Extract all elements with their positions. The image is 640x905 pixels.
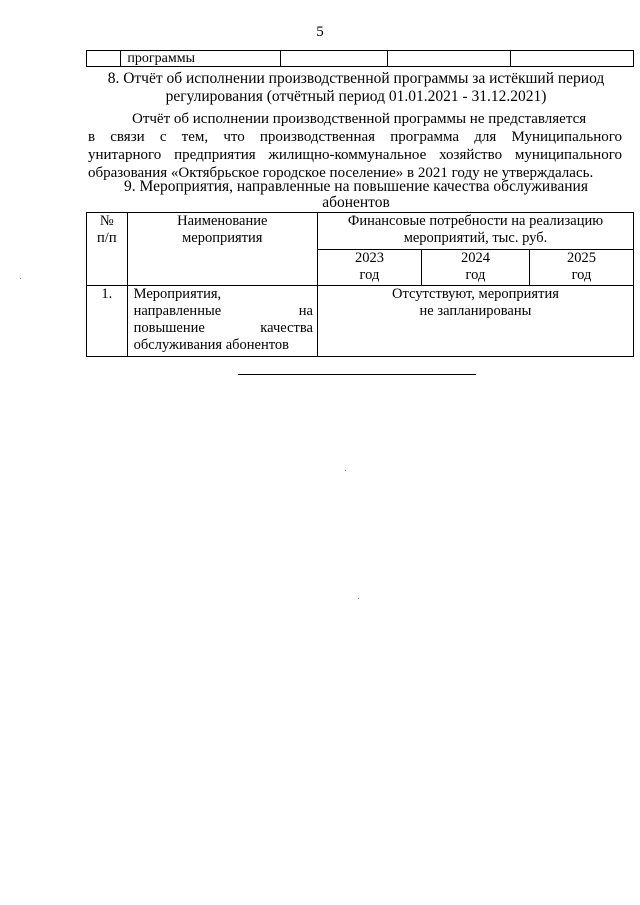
cell-text: на xyxy=(298,303,313,319)
header-name xyxy=(127,213,317,286)
paragraph-line: унитарного предприятия жилищно-коммунальное хозяйство муниципального xyxy=(88,147,622,163)
closing-line xyxy=(238,374,476,375)
cell-text: Мероприятия, xyxy=(133,286,222,302)
row-name xyxy=(127,286,317,357)
heading-line: регулирования (отчётный период 01.01.2021 - 31.12.2021) xyxy=(165,88,547,105)
section8-paragraph xyxy=(88,110,622,182)
cell-line xyxy=(134,303,313,320)
cell-text: не запланированы xyxy=(419,303,532,319)
heading-line: 9. Мероприятия, направленные на повышение качества обслуживания xyxy=(124,178,588,195)
row-num: 1. xyxy=(87,286,128,357)
section8-heading xyxy=(80,70,632,106)
scan-speck xyxy=(20,278,21,279)
cell-text: Отсутствуют, мероприятия xyxy=(392,286,559,302)
header-year-2024 xyxy=(421,250,529,286)
cell-line xyxy=(134,320,313,337)
row-value xyxy=(317,286,633,357)
header-text: Финансовые потребности на реализацию xyxy=(347,213,604,229)
paragraph-line: в связи с тем, что производственная программа для Муниципального xyxy=(88,129,622,145)
paragraph-line: образования «Октябрьское городское поселение» в 2021 году не утверждалась. xyxy=(88,165,594,181)
table-cell xyxy=(280,51,387,67)
table-cell: программы xyxy=(121,51,281,67)
scan-speck xyxy=(345,470,346,471)
header-year-2025 xyxy=(529,250,633,286)
table-cell xyxy=(511,51,634,67)
scan-speck xyxy=(358,598,359,599)
year-unit: год xyxy=(465,267,486,283)
year-unit: год xyxy=(359,267,380,283)
paragraph-line: Отчёт об исполнении производственной программы не представляется xyxy=(132,111,587,127)
page-number: 5 xyxy=(316,24,324,40)
cell-text: обслуживания абонентов xyxy=(133,337,289,353)
header-year-2023 xyxy=(317,250,421,286)
cell-text: качества xyxy=(260,320,313,336)
year-text: 2025 xyxy=(566,250,596,266)
cell-text: повышение xyxy=(133,320,205,336)
year-unit: год xyxy=(571,267,592,283)
header-financial xyxy=(317,213,633,250)
table-cell xyxy=(388,51,511,67)
header-text: Наименование xyxy=(177,213,268,229)
header-text: п/п xyxy=(97,230,117,246)
header-text: мероприятий, тыс. руб. xyxy=(403,230,548,246)
table-row xyxy=(87,286,634,357)
heading-line: 8. Отчёт об исполнении производственной программы за истёкший период xyxy=(107,70,605,87)
section9-heading xyxy=(80,179,632,211)
header-text: № xyxy=(99,213,114,229)
measures-table xyxy=(86,212,634,357)
year-text: 2024 xyxy=(460,250,490,266)
year-text: 2023 xyxy=(354,250,384,266)
table-cell xyxy=(87,51,121,67)
header-text: мероприятия xyxy=(182,230,263,246)
table-header-row xyxy=(87,213,634,250)
heading-line: абонентов xyxy=(322,194,390,211)
header-num xyxy=(87,213,128,286)
table-row xyxy=(87,51,634,67)
previous-table-continuation xyxy=(86,50,634,67)
cell-text: направленные xyxy=(133,303,222,319)
